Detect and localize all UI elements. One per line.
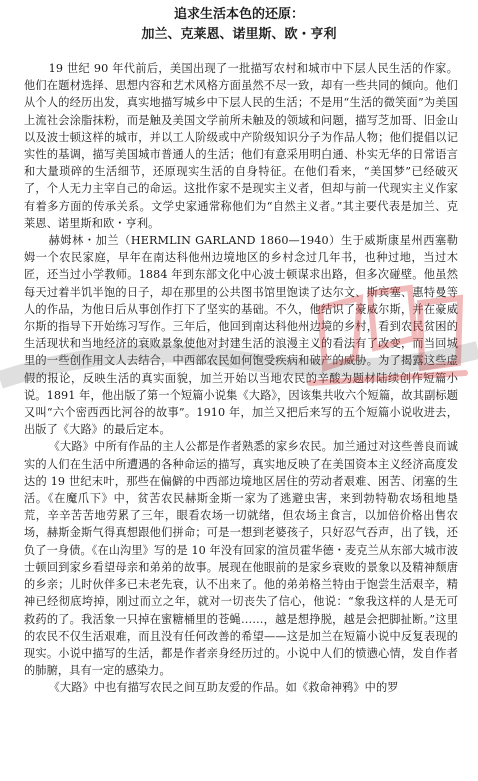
paragraph-continued: 《大路》中也有描写农民之间互助友爱的作品。如《救命神鸦》中的罗 xyxy=(48,681,399,695)
article-body xyxy=(24,60,458,780)
paragraph-main-travelled-roads: 《大路》中所有作品的主人公都是作者熟悉的家乡农民。加兰通过对这些善良而诚实的人们在生活中所遭遇的各种命运的描写，真实地反映了在美国资本主义经济高度发达的 19 世纪末叶，那些在偏僻的中西部边境地区居住的劳动者艰难、困苦、闭塞的生活。《在魔爪下》中，贫苦农民赫斯金斯一家为了逃避虫害，来到勃特勒农场租地垦荒，辛辛苦苦地劳累了三年，眼看农场一切就绪，但农场主食言，以加倍价格出售农场，赫斯金斯气得真想跟他们拼命；可是一想到老婆孩子，只好忍气吞声，出了钱，还负了一身债。《在山沟里》写的是 10 年没有回家的渲员霍华德・麦克兰从东部大城市波士顿回到家乡看望母亲和弟弟的故事。展现在他眼前的是家乡衰败的景象以及精神颓唐的乡亲；儿时伙伴多已未老先衰，认不出来了。他的弟弟格兰特由于饱尝生活艰辛，精神已经彻底垮掉，刚过而立之年，就对一切丧失了信心，他说：“象我这样的人是无可救药的了。我活象一只掉在蜜糖桶里的苍蝇……，越是想挣脱，越是会把脚扯断。”这里的农民不仅生活艰难，而且没有任何改善的希望——这是加兰在短篇小说中反复表现的现实。小说中描写的生活，都是作者亲身经历过的。小说中人们的愤懑心情，发自作者的肺腑，具有一定的感染力。 xyxy=(24,440,458,678)
paragraph-intro: 19 世纪 90 年代前后，美国出现了一批描写农村和城市中下层人民生活的作家。他们在题材选择、思想内容和艺术风格方面虽然不尽一致，却有一些共同的倾向。他们从个人的经历出发，真实地描写城乡中下层人民的生活；不是用“生活的微笑面”为美国上流社会涂脂抹粉，而是触及美国文学前所未触及的领域和问题，描写芝加哥、旧金山以及波士顿这样的城市，并以工人阶级或中产阶级知识分子为作品人物；他们提倡以记实性的基调，描写美国城市普通人的生活；他们有意采用明白通、朴实无华的日常语言和大量琐碎的生活细节，还原现实生活的自身特征。在他们看来，“美国梦”已经破灭了，个人无力主宰自己的命运。这批作家不是现实主义者，但却与前一代现实主义作家有着多方面的传承关系。文学史家通常称他们为“自然主义者。”其主要代表是加兰、克莱恩、诺里斯和欧・亨利。 xyxy=(24,62,458,230)
page-title: 追求生活本色的还原： xyxy=(173,7,304,22)
page-subtitle: 加兰、克莱恩、诺里斯、欧・亨利 xyxy=(141,27,337,42)
paragraph-garland-bio: 赫姆林・加兰（HERMLIN GARLAND 1860—1940）生于威斯康星州西塞勒姆一个农民家庭，早年在南达科他州边境地区的乡村念过几年书，也种过地，当过木匠，还当过小学教师。1884 年到东部文化中心波士顿谋求出路，但多次碰壁。他虽然每天过着半饥半饱的日子，却在那里的公共图书馆里饱读了达尔文、斯宾塞、惠特曼等人的作品，为他日后从事创作打下了坚实的基础。不久，他结识了豪威尔斯，并在豪威尔斯的指导下开始练习写作。三年后，他回到南达科他州边境的乡村，看到农民贫困的生活现状和当地经济的衰败景象使他对封建生活的浪漫主义的看法有了改变，而当回城里的一些创作用文人去结合，中西部农民如何饱受疾病和破产的威胁。为了揭露这些虚假的报论，反映生活的真实面貌，加兰开始以当地农民的辛酸为题材陆续创作短篇小说。1891 年，他出版了第一个短篇小说集《大路》，因该集共收六个短篇，故其副标题又叫“六个密西西比河谷的故事”。1910 年，加兰又把后来写的五个短篇小说收进去，出版了《大路》的最后定本。 xyxy=(24,234,458,437)
